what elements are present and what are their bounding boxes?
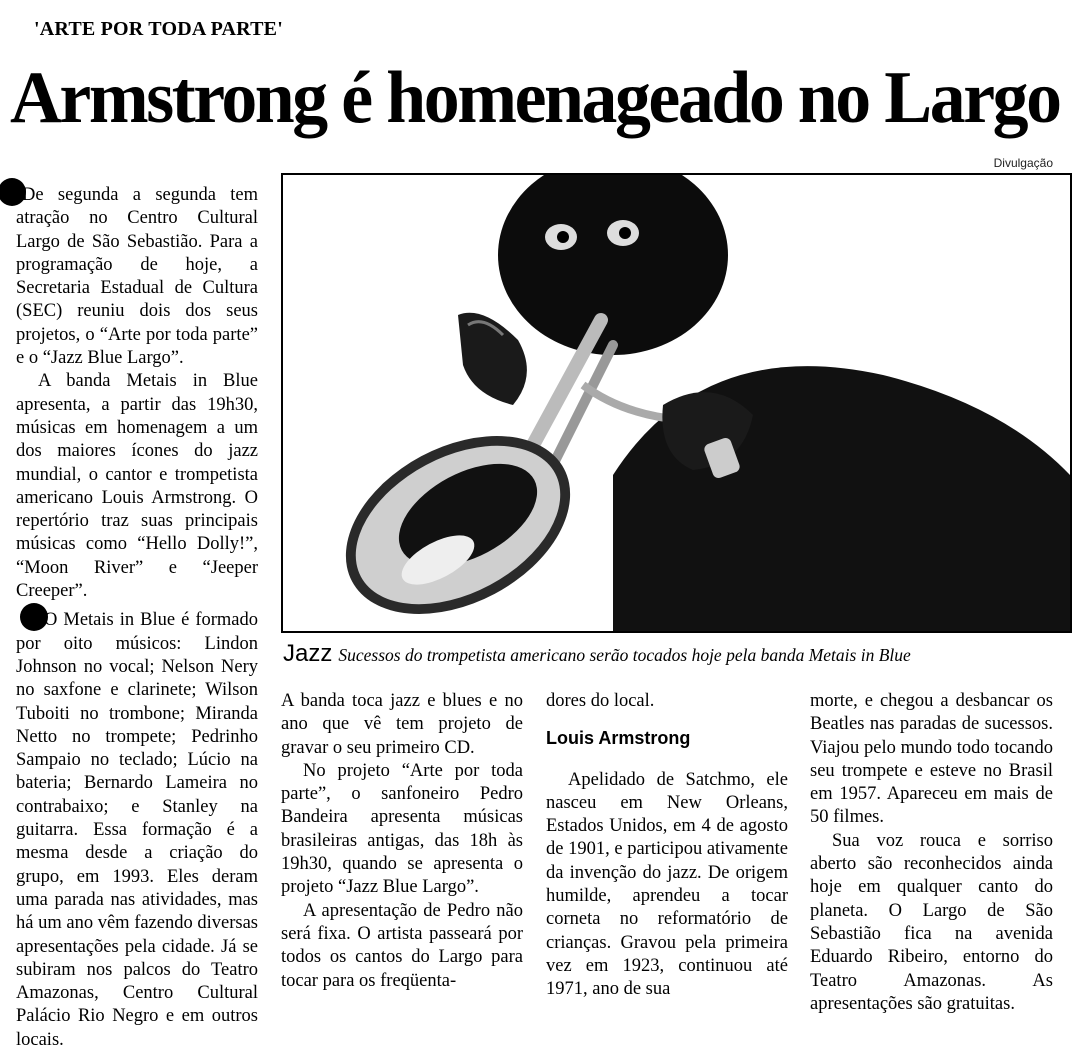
article-column-4 (810, 690, 1053, 1016)
article-column-3 (546, 690, 788, 1002)
trumpet-player-image (283, 175, 1070, 631)
photo-caption (283, 640, 1073, 668)
paragraph: Sua voz rouca e sorriso aberto são reconhecidos ainda hoje em qualquer canto do planeta. O Largo de São Sebastião fica na avenida Eduardo Ribeiro, entorno do Teatro Amazonas. As apresentações são gratuitas. (810, 830, 1053, 1014)
armstrong-photo (281, 173, 1072, 633)
paragraph: O Metais in Blue é formado por oito músicos: Lindon Johnson no vocal; Nelson Nery no saxfone e clarinete; Wilson Tuboiti no trombone; Miranda Netto no trompete; Pedrinho Sampaio no teclado; Lúcio na bateria; Bernardo Lameira no contrabaixo; e Stanley na guitarra. Essa formação é a mesma desde a criação do grupo, em 1993. Eles deram uma parada nas atividades, mas há um ano vêm fazendo diversas apresentações pela cidade. Já se subiram nos palcos do Teatro Amazonas, Centro Cultural Palácio Rio Negro e em outros locais. (16, 610, 258, 1050)
caption-tag: Jazz (283, 640, 333, 667)
photo-credit: Divulgação (993, 156, 1053, 170)
article-headline: Armstrong é homenageado no Largo (10, 57, 1060, 139)
paragraph: A banda toca jazz e blues e no ano que vê tem projeto de gravar o seu primeiro CD. (281, 691, 523, 758)
paragraph: dores do local. (546, 691, 655, 711)
paragraph: No projeto “Arte por toda parte”, o sanfoneiro Pedro Bandeira apresenta músicas brasileiras antigas, das 18h às 19h30, quando se apresenta o projeto “Jazz Blue Largo”. (281, 760, 523, 898)
paragraph: Apelidado de Satchmo, ele nasceu em New Orleans, Estados Unidos, em 4 de agosto de 1901, e participou ativamente da invenção do jazz. De origem humilde, aprendeu a tocar corneta no reformatório de crianças. Gravou pela primeira vez em 1923, continuou até 1971, ano de sua (546, 769, 788, 1000)
article-column-2 (281, 690, 523, 993)
paragraph: De segunda a segunda tem atração no Centro Cultural Largo de São Sebastião. Para a programação de hoje, a Secretaria Estadual de Cultura (SEC) reuniu dois dos seus projetos, o “Arte por toda parte” e o “Jazz Blue Largo”. (16, 185, 258, 369)
caption-text: Sucessos do trompetista americano serão tocados hoje pela banda Metais in Blue (338, 645, 911, 665)
section-subhead: Louis Armstrong (546, 728, 691, 749)
section-kicker: 'ARTE POR TODA PARTE' (34, 18, 283, 40)
paragraph: morte, e chegou a desbancar os Beatles nas paradas de sucessos. Viajou pelo mundo todo tocando seu trompete e esteve no Brasil em 1957. Apareceu em mais de 50 filmes. (810, 691, 1053, 828)
paragraph: A apresentação de Pedro não será fixa. O artista passeará por todos os cantos do Largo para tocar para os freqüenta- (281, 900, 523, 991)
paragraph: A banda Metais in Blue apresenta, a partir das 19h30, músicas em homenagem a um dos maiores ícones do jazz mundial, o cantor e trompetista americano Louis Armstrong. O repertório traz suas principais músicas como “Hello Dolly!”, “Moon River” e “Jeeper Creeper”. (16, 371, 258, 602)
article-column-1 (16, 178, 258, 1052)
